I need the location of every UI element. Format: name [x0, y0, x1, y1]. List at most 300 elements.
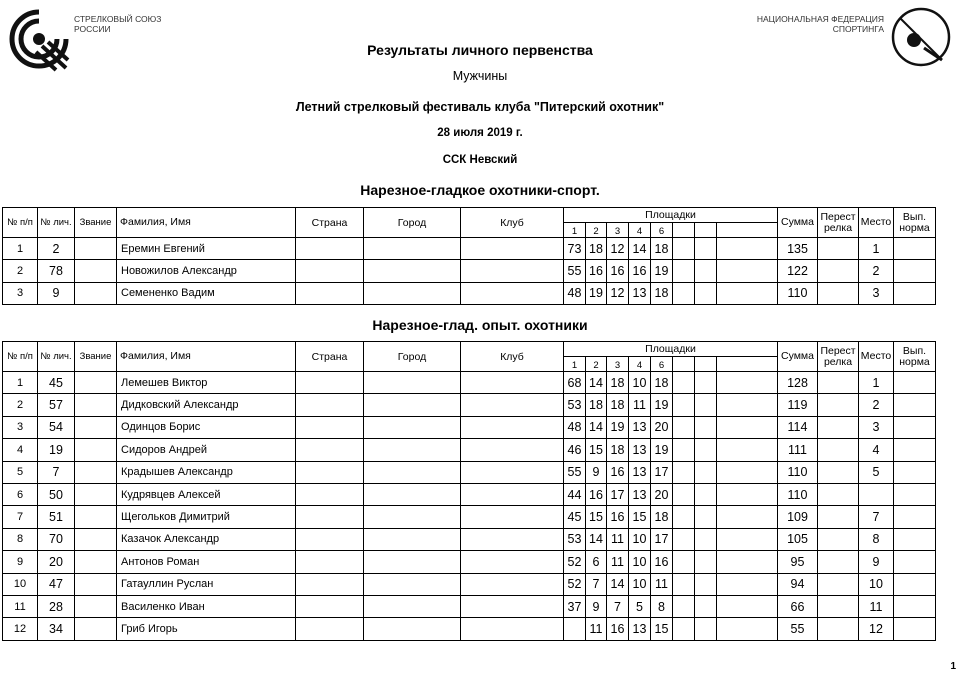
cell-norm [894, 506, 936, 528]
col-header-area-num: 2 [586, 223, 607, 238]
cell-lic: 2 [38, 238, 75, 260]
cell-area-score [717, 618, 778, 640]
table-row [3, 439, 936, 461]
left-org-line1: СТРЕЛКОВЫЙ СОЮЗ [74, 14, 162, 24]
cell-country [296, 372, 364, 394]
col-header-sum: Сумма [778, 208, 818, 238]
cell-area-score: 18 [586, 394, 607, 416]
col-header-country: Страна [296, 342, 364, 372]
cell-norm [894, 260, 936, 282]
cell-club [461, 618, 564, 640]
cell-area-score: 17 [651, 461, 673, 483]
cell-shootoff [818, 372, 859, 394]
cell-shootoff [818, 394, 859, 416]
cell-area-score: 19 [651, 394, 673, 416]
col-header-area-num [695, 223, 717, 238]
cell-area-score: 10 [629, 551, 651, 573]
table-row [3, 618, 936, 640]
col-header-club: Клуб [461, 342, 564, 372]
cell-place: 5 [859, 461, 894, 483]
cell-rank [75, 372, 117, 394]
cell-area-score [717, 394, 778, 416]
cell-name: Лемешев Виктор [117, 372, 296, 394]
cell-area-score [673, 416, 695, 438]
cell-area-score [695, 238, 717, 260]
cell-area-score [717, 416, 778, 438]
cell-area-score: 11 [607, 551, 629, 573]
cell-area-score: 15 [629, 506, 651, 528]
col-header-lic: № лич. [38, 208, 75, 238]
cell-shootoff [818, 618, 859, 640]
col-header-area-num: 1 [564, 357, 586, 372]
cell-name: Кудрявцев Алексей [117, 483, 296, 505]
cell-area-score: 18 [607, 394, 629, 416]
cell-pp: 8 [3, 528, 38, 550]
cell-area-score: 44 [564, 483, 586, 505]
event-venue: ССК Невский [442, 154, 518, 166]
cell-area-score: 20 [651, 483, 673, 505]
event-name: Летний стрелковый фестиваль клуба "Питерский охотник" [295, 100, 665, 114]
cell-rank [75, 238, 117, 260]
cell-area-score: 5 [629, 595, 651, 617]
col-header-shootoff: Перест релка [818, 208, 859, 238]
cell-sum: 109 [778, 506, 818, 528]
cell-area-score [717, 372, 778, 394]
cell-club [461, 238, 564, 260]
cell-pp: 10 [3, 573, 38, 595]
cell-rank [75, 595, 117, 617]
cell-area-score: 55 [564, 461, 586, 483]
cell-area-score: 20 [651, 416, 673, 438]
table-row [3, 238, 936, 260]
cell-club [461, 416, 564, 438]
cell-rank [75, 551, 117, 573]
cell-area-score: 18 [651, 372, 673, 394]
cell-city [364, 282, 461, 304]
cell-place: 3 [859, 282, 894, 304]
cell-lic: 9 [38, 282, 75, 304]
table-row [3, 372, 936, 394]
cell-norm [894, 416, 936, 438]
cell-area-score [717, 439, 778, 461]
cell-lic: 34 [38, 618, 75, 640]
cell-name: Крадышев Александр [117, 461, 296, 483]
page-number: 1 [950, 661, 956, 672]
left-org-line2: РОССИИ [74, 24, 111, 34]
cell-shootoff [818, 483, 859, 505]
cell-area-score: 16 [607, 506, 629, 528]
cell-sum: 110 [778, 483, 818, 505]
cell-area-score [695, 282, 717, 304]
cell-area-score [673, 238, 695, 260]
cell-country [296, 238, 364, 260]
cell-club [461, 573, 564, 595]
cell-pp: 1 [3, 238, 38, 260]
cell-city [364, 595, 461, 617]
cell-rank [75, 416, 117, 438]
col-header-rank: Звание [75, 208, 117, 238]
cell-sum: 110 [778, 282, 818, 304]
cell-area-score [717, 528, 778, 550]
cell-place [859, 483, 894, 505]
table-row [3, 282, 936, 304]
cell-area-score [695, 372, 717, 394]
cell-country [296, 282, 364, 304]
cell-area-score [673, 260, 695, 282]
cell-area-score: 16 [629, 260, 651, 282]
cell-pp: 7 [3, 506, 38, 528]
cell-name: Дидковский Александр [117, 394, 296, 416]
cell-area-score: 55 [564, 260, 586, 282]
cell-area-score [673, 551, 695, 573]
cell-area-score: 19 [651, 260, 673, 282]
col-header-rank: Звание [75, 342, 117, 372]
cell-area-score [673, 483, 695, 505]
cell-area-score [673, 394, 695, 416]
cell-pp: 3 [3, 282, 38, 304]
cell-norm [894, 282, 936, 304]
cell-area-score: 18 [651, 282, 673, 304]
cell-area-score: 8 [651, 595, 673, 617]
cell-lic: 7 [38, 461, 75, 483]
cell-area-score [673, 461, 695, 483]
col-header-name: Фамилия, Имя [117, 208, 296, 238]
cell-norm [894, 238, 936, 260]
cell-pp: 6 [3, 483, 38, 505]
cell-lic: 19 [38, 439, 75, 461]
cell-city [364, 394, 461, 416]
cell-area-score: 13 [629, 416, 651, 438]
table-header-row [3, 208, 936, 223]
cell-shootoff [818, 506, 859, 528]
cell-area-score: 9 [586, 461, 607, 483]
cell-place: 9 [859, 551, 894, 573]
cell-shootoff [818, 551, 859, 573]
cell-area-score [695, 573, 717, 595]
cell-shootoff [818, 439, 859, 461]
col-header-area-num: 3 [607, 357, 629, 372]
cell-area-score: 13 [629, 439, 651, 461]
cell-area-score: 16 [607, 461, 629, 483]
cell-area-score: 16 [651, 551, 673, 573]
cell-pp: 1 [3, 372, 38, 394]
cell-city [364, 551, 461, 573]
cell-country [296, 483, 364, 505]
cell-shootoff [818, 282, 859, 304]
cell-place: 2 [859, 260, 894, 282]
col-header-area-num: 6 [651, 223, 673, 238]
cell-area-score: 73 [564, 238, 586, 260]
cell-sum: 122 [778, 260, 818, 282]
cell-area-score: 48 [564, 416, 586, 438]
cell-norm [894, 551, 936, 573]
cell-norm [894, 595, 936, 617]
col-header-pp: № п/п [3, 208, 38, 238]
event-date: 28 июля 2019 г. [437, 127, 523, 139]
cell-name: Казачок Александр [117, 528, 296, 550]
cell-rank [75, 506, 117, 528]
cell-place: 7 [859, 506, 894, 528]
cell-lic: 50 [38, 483, 75, 505]
col-header-country: Страна [296, 208, 364, 238]
cell-shootoff [818, 260, 859, 282]
sporting-federation-logo-icon [890, 6, 952, 68]
cell-area-score: 16 [586, 483, 607, 505]
cell-area-score: 53 [564, 528, 586, 550]
cell-shootoff [818, 416, 859, 438]
cell-area-score [673, 506, 695, 528]
cell-country [296, 595, 364, 617]
cell-area-score: 37 [564, 595, 586, 617]
cell-norm [894, 394, 936, 416]
cell-area-score: 10 [629, 372, 651, 394]
cell-rank [75, 483, 117, 505]
cell-area-score: 10 [629, 573, 651, 595]
cell-club [461, 394, 564, 416]
cell-area-score: 16 [586, 260, 607, 282]
cell-area-score [673, 573, 695, 595]
cell-area-score: 48 [564, 282, 586, 304]
cell-country [296, 618, 364, 640]
right-org-line1: НАЦИОНАЛЬНАЯ ФЕДЕРАЦИЯ [756, 14, 884, 24]
cell-lic: 54 [38, 416, 75, 438]
cell-area-score [717, 595, 778, 617]
table-row [3, 573, 936, 595]
cell-pp: 5 [3, 461, 38, 483]
cell-area-score: 17 [607, 483, 629, 505]
cell-rank [75, 461, 117, 483]
cell-lic: 57 [38, 394, 75, 416]
cell-area-score: 13 [629, 282, 651, 304]
cell-rank [75, 282, 117, 304]
cell-area-score [695, 439, 717, 461]
table-row [3, 394, 936, 416]
cell-lic: 47 [38, 573, 75, 595]
col-header-pp: № п/п [3, 342, 38, 372]
cell-club [461, 595, 564, 617]
cell-sum: 94 [778, 573, 818, 595]
cell-area-score [695, 394, 717, 416]
cell-city [364, 416, 461, 438]
cell-area-score: 14 [607, 573, 629, 595]
cell-area-score [695, 416, 717, 438]
cell-norm [894, 618, 936, 640]
cell-club [461, 483, 564, 505]
col-header-lic: № лич. [38, 342, 75, 372]
cell-city [364, 238, 461, 260]
cell-club [461, 260, 564, 282]
col-header-place: Место [859, 342, 894, 372]
cell-area-score: 12 [607, 238, 629, 260]
cell-sum: 55 [778, 618, 818, 640]
cell-area-score: 53 [564, 394, 586, 416]
col-header-area-num [673, 357, 695, 372]
cell-name: Антонов Роман [117, 551, 296, 573]
cell-area-score: 18 [607, 372, 629, 394]
cell-area-score: 17 [651, 528, 673, 550]
cell-pp: 12 [3, 618, 38, 640]
cell-area-score: 6 [586, 551, 607, 573]
cell-area-score: 7 [607, 595, 629, 617]
document-title: Результаты личного первенства [367, 42, 593, 58]
cell-rank [75, 618, 117, 640]
right-logo-block [736, 6, 956, 76]
cell-area-score: 15 [586, 506, 607, 528]
cell-lic: 28 [38, 595, 75, 617]
cell-area-score: 13 [629, 483, 651, 505]
cell-area-score: 11 [629, 394, 651, 416]
cell-rank [75, 394, 117, 416]
cell-rank [75, 439, 117, 461]
cell-sum: 110 [778, 461, 818, 483]
cell-sum: 128 [778, 372, 818, 394]
cell-area-score [695, 595, 717, 617]
cell-shootoff [818, 461, 859, 483]
cell-club [461, 439, 564, 461]
cell-shootoff [818, 238, 859, 260]
cell-name: Семененко Вадим [117, 282, 296, 304]
cell-area-score: 19 [607, 416, 629, 438]
cell-norm [894, 483, 936, 505]
cell-area-score: 14 [586, 528, 607, 550]
cell-area-score [695, 483, 717, 505]
cell-area-score [717, 483, 778, 505]
cell-place: 3 [859, 416, 894, 438]
cell-sum: 114 [778, 416, 818, 438]
cell-country [296, 506, 364, 528]
cell-sum: 105 [778, 528, 818, 550]
col-header-city: Город [364, 342, 461, 372]
cell-area-score [673, 528, 695, 550]
cell-area-score: 18 [607, 439, 629, 461]
cell-place: 11 [859, 595, 894, 617]
cell-norm [894, 528, 936, 550]
right-org-name [757, 14, 884, 34]
cell-area-score: 12 [607, 282, 629, 304]
right-org-line2: СПОРТИНГА [832, 24, 884, 34]
cell-area-score: 14 [629, 238, 651, 260]
cell-lic: 78 [38, 260, 75, 282]
col-header-city: Город [364, 208, 461, 238]
cell-name: Щегольков Димитрий [117, 506, 296, 528]
col-header-norm: Вып. норма [894, 342, 936, 372]
cell-club [461, 506, 564, 528]
cell-country [296, 573, 364, 595]
col-header-area-num [717, 223, 778, 238]
cell-area-score [717, 260, 778, 282]
cell-area-score [695, 528, 717, 550]
cell-city [364, 618, 461, 640]
cell-name: Сидоров Андрей [117, 439, 296, 461]
cell-place: 1 [859, 372, 894, 394]
cell-area-score: 18 [651, 506, 673, 528]
left-org-name [74, 14, 161, 34]
col-header-name: Фамилия, Имя [117, 342, 296, 372]
cell-area-score [717, 551, 778, 573]
cell-area-score [695, 461, 717, 483]
cell-sum: 95 [778, 551, 818, 573]
col-header-areas: Площадки [564, 342, 778, 357]
cell-shootoff [818, 595, 859, 617]
cell-country [296, 260, 364, 282]
cell-area-score [673, 282, 695, 304]
cell-area-score [695, 506, 717, 528]
col-header-area-num: 1 [564, 223, 586, 238]
cell-norm [894, 439, 936, 461]
cell-city [364, 461, 461, 483]
cell-area-score [717, 573, 778, 595]
cell-club [461, 372, 564, 394]
cell-area-score: 19 [586, 282, 607, 304]
cell-norm [894, 372, 936, 394]
cell-country [296, 461, 364, 483]
cell-city [364, 573, 461, 595]
cell-area-score [717, 282, 778, 304]
col-header-area-num [695, 357, 717, 372]
table-row [3, 506, 936, 528]
cell-city [364, 506, 461, 528]
col-header-club: Клуб [461, 208, 564, 238]
col-header-area-num [673, 223, 695, 238]
cell-area-score [717, 461, 778, 483]
section-title: Нарезное-глад. опыт. охотники [372, 317, 588, 333]
cell-area-score [695, 260, 717, 282]
cell-sum: 111 [778, 439, 818, 461]
table-row [3, 483, 936, 505]
cell-city [364, 372, 461, 394]
cell-name: Гатауллин Руслан [117, 573, 296, 595]
col-header-areas: Площадки [564, 208, 778, 223]
cell-sum: 119 [778, 394, 818, 416]
table-row [3, 416, 936, 438]
cell-area-score: 16 [607, 618, 629, 640]
results-table [2, 207, 936, 305]
cell-area-score: 14 [586, 416, 607, 438]
cell-club [461, 528, 564, 550]
left-logo-block [6, 6, 186, 76]
cell-area-score: 7 [586, 573, 607, 595]
col-header-sum: Сумма [778, 342, 818, 372]
cell-area-score [695, 551, 717, 573]
section-title: Нарезное-гладкое охотники-спорт. [360, 182, 600, 198]
col-header-area-num [717, 357, 778, 372]
results-table [2, 341, 936, 641]
cell-lic: 20 [38, 551, 75, 573]
cell-country [296, 394, 364, 416]
cell-country [296, 439, 364, 461]
cell-lic: 45 [38, 372, 75, 394]
cell-area-score: 15 [651, 618, 673, 640]
cell-city [364, 260, 461, 282]
col-header-area-num: 2 [586, 357, 607, 372]
cell-area-score: 14 [586, 372, 607, 394]
cell-country [296, 551, 364, 573]
col-header-area-num: 3 [607, 223, 629, 238]
cell-pp: 2 [3, 394, 38, 416]
cell-area-score: 52 [564, 551, 586, 573]
cell-area-score: 11 [607, 528, 629, 550]
table-row [3, 461, 936, 483]
cell-area-score [673, 595, 695, 617]
cell-rank [75, 260, 117, 282]
cell-shootoff [818, 528, 859, 550]
cell-area-score [673, 372, 695, 394]
cell-city [364, 439, 461, 461]
cell-lic: 70 [38, 528, 75, 550]
cell-sum: 135 [778, 238, 818, 260]
cell-shootoff [818, 573, 859, 595]
cell-rank [75, 528, 117, 550]
